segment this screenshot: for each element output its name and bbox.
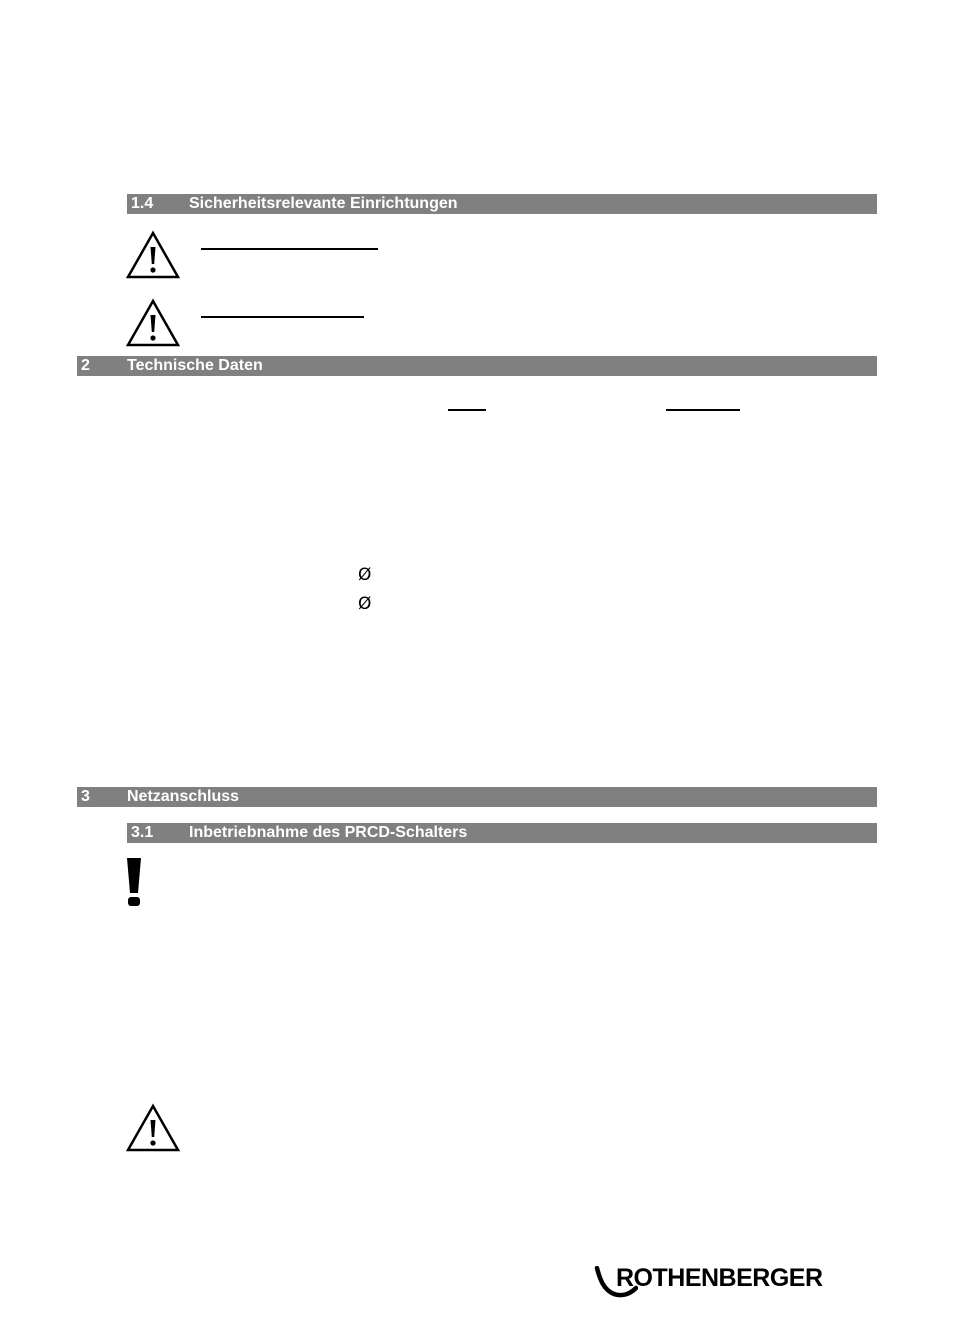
- section-number: 3: [81, 788, 90, 805]
- section-bar-3: [77, 787, 877, 807]
- diameter-symbol: Ø: [358, 565, 372, 585]
- column-header-underline: [666, 409, 740, 411]
- brand-logo: [594, 1262, 834, 1298]
- warning-heading-underline: [201, 248, 378, 250]
- section-number: 2: [81, 357, 90, 374]
- section-title: Inbetriebnahme des PRCD-Schalters: [189, 824, 468, 841]
- section-number: 1.4: [131, 195, 154, 212]
- column-header-underline: [448, 409, 486, 411]
- warning-triangle-icon: [125, 1103, 181, 1153]
- section-bar-2: [77, 356, 877, 376]
- brand-name: ROTHENBERGER: [616, 1264, 823, 1292]
- section-number: 3.1: [131, 824, 154, 841]
- section-title: Netzanschluss: [127, 788, 240, 805]
- section-title: Sicherheitsrelevante Einrichtungen: [189, 195, 458, 212]
- warning-heading-underline: [201, 316, 364, 318]
- section-title: Technische Daten: [127, 357, 263, 374]
- diameter-symbol: Ø: [358, 594, 372, 614]
- exclamation-icon: [124, 856, 144, 908]
- warning-triangle-icon: [125, 298, 181, 348]
- section-bar-3-1: [127, 823, 877, 843]
- warning-triangle-icon: [125, 230, 181, 280]
- section-bar-1-4: [127, 194, 877, 214]
